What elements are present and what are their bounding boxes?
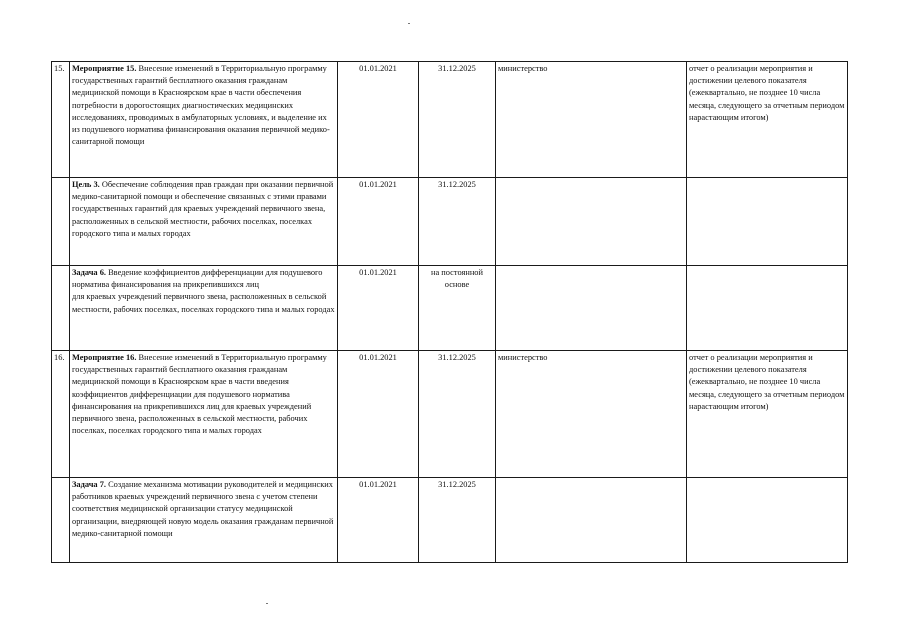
start-date: 01.01.2021 xyxy=(338,266,419,351)
activity-text: Внесение изменений в Территориальную программу государственных гарантий бесплатного оказания гражданам медицинской помощи в Красноярском крае в части обеспечения потребности в дорогостоящих диагностических медицинских исследованиях, проводимых в амбулаторных условиях, и выделение их из подушевого норматива финансирования оказания первичной медико-санитарной помощи xyxy=(72,64,330,147)
row-number xyxy=(52,478,70,563)
task-description xyxy=(70,266,338,351)
task-text: Создание механизма мотивации руководителей и медицинских работников краевых учреждений первичного звена с учетом степени соответствия медицинской организации статусу медицинской организации, внедряющей новую модель оказания гражданам первичной медико-санитарной помощи xyxy=(72,480,334,538)
end-date: 31.12.2025 xyxy=(419,62,496,178)
task-lead: Задача 6. xyxy=(72,268,106,277)
executor: министерство xyxy=(496,62,687,178)
row-number xyxy=(52,178,70,266)
goal-lead: Цель 3. xyxy=(72,180,100,189)
executor xyxy=(496,478,687,563)
expected-result xyxy=(687,478,848,563)
activity-lead: Мероприятие 16. xyxy=(72,353,137,362)
table-row xyxy=(52,478,848,563)
row-number xyxy=(52,266,70,351)
expected-result: отчет о реализации мероприятия и достижении целевого показателя (ежеквартально, не позднее 10 числа месяца, следующего за отчетным периодом нарастающим итогом) xyxy=(687,62,848,178)
expected-result xyxy=(687,266,848,351)
start-date: 01.01.2021 xyxy=(338,478,419,563)
end-date: 31.12.2025 xyxy=(419,178,496,266)
row-number: 16. xyxy=(52,351,70,478)
goal-text: Обеспечение соблюдения прав граждан при оказании первичной медико-санитарной помощи и обеспечение связанных с этими правами государственных гарантий для краевых учреждений первичного звена, расположенных в сельской местности, рабочих поселках, поселках городского типа и малых городах xyxy=(72,180,334,238)
executor xyxy=(496,266,687,351)
expected-result xyxy=(687,178,848,266)
task-text: Введение коэффициентов дифференциации для подушевого норматива финансирования на прикрепившихся лиц для краевых учреждений первичного звена, расположенных в сельской местности, рабочих поселках, поселках городского типа и малых городах xyxy=(72,268,335,314)
executor xyxy=(496,178,687,266)
table-row xyxy=(52,62,848,178)
task-lead: Задача 7. xyxy=(72,480,106,489)
table-row xyxy=(52,351,848,478)
scan-speck-top xyxy=(408,23,410,24)
executor: министерство xyxy=(496,351,687,478)
end-date: 31.12.2025 xyxy=(419,351,496,478)
end-date: на постоянной основе xyxy=(419,266,496,351)
activity-lead: Мероприятие 15. xyxy=(72,64,137,73)
scan-speck-bottom xyxy=(266,603,268,604)
goal-description xyxy=(70,178,338,266)
task-description xyxy=(70,478,338,563)
expected-result: отчет о реализации мероприятия и достижении целевого показателя (ежеквартально, не позднее 10 числа месяца, следующего за отчетным периодом нарастающим итогом) xyxy=(687,351,848,478)
activities-table xyxy=(51,61,848,563)
activity-description xyxy=(70,351,338,478)
table-row xyxy=(52,266,848,351)
table-row xyxy=(52,178,848,266)
activity-text: Внесение изменений в Территориальную программу государственных гарантий бесплатного оказания гражданам медицинской помощи в Красноярском крае в части введения коэффициентов дифференциации для подушевого норматива финансирования на прикрепившихся лиц для краевых учреждений первичного звена, расположенных в сельской местности, рабочих поселках, поселках городского типа и малых городах xyxy=(72,353,327,436)
end-date: 31.12.2025 xyxy=(419,478,496,563)
row-number: 15. xyxy=(52,62,70,178)
start-date: 01.01.2021 xyxy=(338,178,419,266)
activity-description xyxy=(70,62,338,178)
start-date: 01.01.2021 xyxy=(338,351,419,478)
start-date: 01.01.2021 xyxy=(338,62,419,178)
